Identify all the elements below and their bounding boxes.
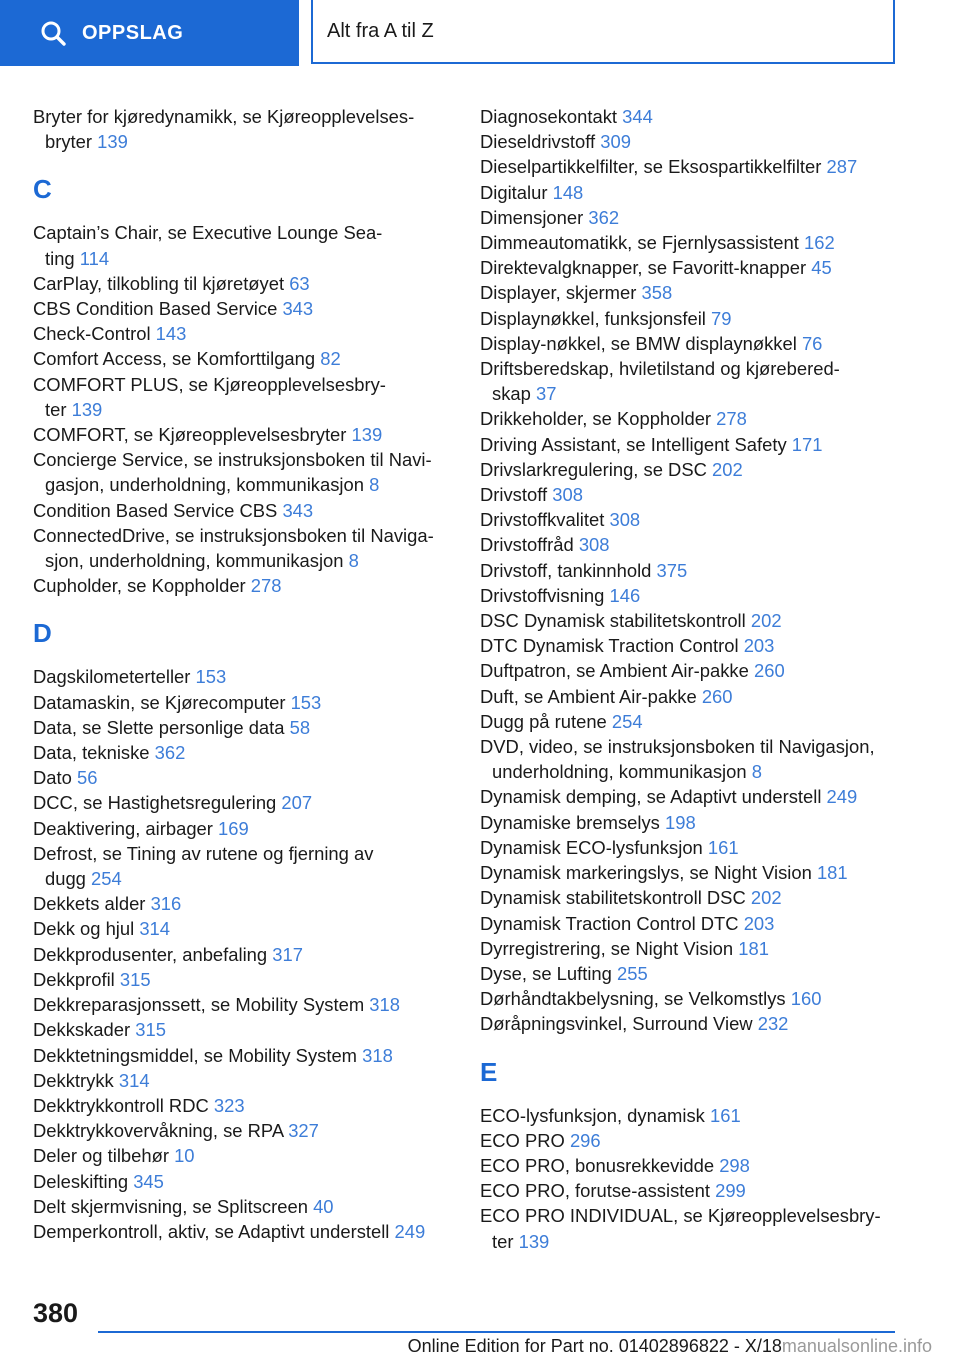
page-reference-link[interactable]: 254	[611, 710, 643, 732]
index-entry-text: Drivstoff, tankinnhold	[480, 559, 652, 581]
index-entry-text: underholdning, kommunikasjon	[492, 761, 747, 783]
page-reference-link[interactable]: 278	[250, 575, 282, 597]
index-entry	[33, 346, 453, 371]
index-entry-text: gasjon, underholdning, kommunikasjon	[45, 474, 364, 496]
page-reference-link[interactable]: 171	[791, 433, 823, 455]
index-entry-text: Dekktrykk	[33, 1069, 114, 1091]
search-tab[interactable]	[0, 0, 299, 66]
index-entry	[33, 1194, 453, 1219]
index-entry-text: Dimmeautomatikk, se Fjernlysassistent	[480, 232, 799, 254]
index-entry	[480, 1153, 900, 1178]
index-entry	[33, 104, 453, 154]
page-reference-link[interactable]: 327	[288, 1120, 319, 1142]
page-reference-link[interactable]: 343	[282, 298, 314, 320]
page-reference-link[interactable]: 198	[665, 811, 696, 833]
page-reference-link[interactable]: 146	[609, 584, 641, 606]
page-reference-link[interactable]: 79	[711, 307, 732, 329]
page-reference-link[interactable]: 161	[709, 1104, 741, 1126]
footer-edition-text: Online Edition for Part no. 01402896822 - X/18	[407, 1336, 782, 1356]
index-column-left	[33, 104, 453, 1244]
page-reference-link[interactable]: 323	[213, 1094, 245, 1116]
page-reference-link[interactable]: 309	[600, 131, 631, 153]
page-reference-link[interactable]: 143	[155, 323, 187, 345]
index-entry	[33, 1068, 453, 1093]
index-entry-text: COMFORT, se Kjøreopplevelsesbryter	[33, 424, 347, 446]
index-entry	[480, 331, 900, 356]
index-entry-text: Dekkskader	[33, 1019, 131, 1041]
index-entry-text: Demperkontroll, aktiv, se Adaptivt understell	[33, 1220, 390, 1242]
section-letter: C	[33, 174, 52, 205]
index-entry-text: Driftsberedskap, hviletilstand og kjørebered-	[480, 358, 840, 380]
page-reference-link[interactable]: 375	[656, 559, 688, 581]
index-entry	[480, 986, 900, 1011]
index-entry-text: sjon, underholdning, kommunikasjon	[45, 550, 344, 572]
page-reference-link[interactable]: 139	[71, 398, 103, 420]
index-entry	[480, 1178, 900, 1203]
index-entry	[480, 406, 900, 431]
page-reference-link[interactable]: 299	[715, 1180, 746, 1202]
page-reference-link[interactable]: 314	[118, 1069, 150, 1091]
index-entry-text: Condition Based Service CBS	[33, 499, 278, 521]
index-entry	[480, 255, 900, 280]
index-entry	[33, 916, 453, 941]
index-entry-text: Drivstoffkvalitet	[480, 509, 605, 531]
index-entry-text: COMFORT PLUS, se Kjøreopplevelsesbry-	[33, 373, 386, 395]
index-entry	[33, 765, 453, 790]
index-entry	[33, 816, 453, 841]
index-entry-text: Dyse, se Lufting	[480, 962, 612, 984]
index-entry-text: Cupholder, se Koppholder	[33, 575, 246, 597]
index-entry-text: Displayer, skjermer	[480, 282, 637, 304]
index-entry-text: ECO PRO INDIVIDUAL, se Kjøreopplevelsesbry-	[480, 1205, 881, 1227]
index-entry	[480, 1103, 900, 1128]
index-entry	[480, 734, 900, 784]
page-reference-link[interactable]: 40	[313, 1195, 334, 1217]
index-entry-text: Dekkprofil	[33, 968, 115, 990]
footer-divider	[98, 1331, 895, 1333]
index-entry	[33, 1143, 453, 1168]
index-entry-text: skap	[492, 383, 531, 405]
index-entry	[480, 532, 900, 557]
page-reference-link[interactable]: 161	[707, 836, 739, 858]
index-entry	[480, 784, 900, 809]
index-entry-text: Dynamisk markeringslys, se Night Vision	[480, 862, 812, 884]
page-header	[0, 0, 960, 66]
index-entry	[33, 992, 453, 1017]
index-entry-text: Duft, se Ambient Air-pakke	[480, 685, 697, 707]
page-reference-link[interactable]: 139	[518, 1230, 550, 1252]
index-entry	[33, 1169, 453, 1194]
index-entry-text: Dieselpartikkelfilter, se Eksospartikkelfilter	[480, 156, 822, 178]
index-entry	[480, 608, 900, 633]
index-entry-text: Dekktetningsmiddel, se Mobility System	[33, 1044, 358, 1066]
index-entry-text: Data, tekniske	[33, 742, 150, 764]
index-entry	[480, 129, 900, 154]
index-entry	[480, 936, 900, 961]
page-reference-link[interactable]: 345	[133, 1170, 164, 1192]
index-entry	[480, 457, 900, 482]
index-column-right	[480, 104, 900, 1254]
page-reference-link[interactable]: 298	[719, 1154, 750, 1176]
page-reference-link[interactable]: 37	[535, 383, 557, 405]
index-entry	[33, 1219, 453, 1244]
page-reference-link[interactable]: 202	[750, 610, 782, 632]
page-reference-link[interactable]: 255	[617, 962, 648, 984]
page-reference-link[interactable]: 308	[609, 509, 641, 531]
index-entry	[480, 558, 900, 583]
index-entry-text: ECO PRO	[480, 1129, 565, 1151]
section-tab[interactable]	[311, 0, 895, 64]
index-entry-text: Dyrregistrering, se Night Vision	[480, 937, 734, 959]
index-entry	[33, 271, 453, 296]
page-reference-link[interactable]: 343	[282, 499, 314, 521]
page-reference-link[interactable]: 315	[119, 968, 151, 990]
page-reference-link[interactable]: 296	[569, 1129, 601, 1151]
index-entry-text: ECO PRO, forutse-assistent	[480, 1180, 710, 1202]
index-entry-text: Dynamiske bremselys	[480, 811, 660, 833]
index-entry	[33, 942, 453, 967]
page-reference-link[interactable]: 315	[135, 1019, 166, 1041]
page-reference-link[interactable]: 314	[139, 918, 171, 940]
index-entry	[33, 740, 453, 765]
page-reference-link[interactable]: 254	[91, 868, 122, 890]
footer-edition	[408, 1336, 932, 1357]
page-reference-link[interactable]: 181	[816, 862, 848, 884]
index-entry-text: ting	[45, 247, 75, 269]
index-entry	[33, 790, 453, 815]
index-entry	[480, 810, 900, 835]
index-entry	[480, 230, 900, 255]
index-entry-text: dugg	[45, 868, 86, 890]
page-reference-link[interactable]: 202	[750, 887, 782, 909]
section-tab-label: Alt fra A til Z	[327, 19, 434, 42]
page-reference-link[interactable]: 203	[743, 912, 775, 934]
index-entry-text: Comfort Access, se Komforttilgang	[33, 348, 316, 370]
index-entry-text: Dynamisk ECO-lysfunksjon	[480, 836, 703, 858]
page-number: 380	[33, 1298, 79, 1328]
index-entry	[480, 684, 900, 709]
index-entry	[480, 1203, 900, 1253]
index-entry-text: Drikkeholder, se Koppholder	[480, 408, 712, 430]
index-entry-text: Direktevalgknapper, se Favoritt-knapper	[480, 257, 807, 279]
page-reference-link[interactable]: 58	[289, 716, 311, 738]
index-entry-text: ECO-lysfunksjon, dynamisk	[480, 1104, 705, 1126]
index-entry	[33, 715, 453, 740]
page-reference-link[interactable]: 344	[622, 106, 653, 127]
page-reference-link[interactable]: 232	[757, 1013, 789, 1035]
page-reference-link[interactable]: 153	[290, 691, 322, 713]
page-reference-link[interactable]: 181	[738, 937, 769, 959]
index-entry-text: Digitalur	[480, 181, 548, 203]
index-entry-text: Display-nøkkel, se BMW displaynøkkel	[480, 332, 797, 354]
index-entry-text: Drivstoffråd	[480, 534, 574, 556]
index-entry-text: Dynamisk demping, se Adaptivt understell	[480, 786, 822, 808]
index-entry-text: Bryter for kjøredynamikk, se Kjøreopplevelses-	[33, 106, 415, 127]
page-reference-link[interactable]: 362	[588, 206, 620, 228]
index-entry	[33, 573, 453, 598]
page-reference-link[interactable]: 317	[272, 943, 303, 965]
page-reference-link[interactable]: 160	[790, 988, 822, 1010]
page-reference-link[interactable]: 8	[348, 550, 359, 572]
index-entry-text: Dimensjoner	[480, 206, 584, 228]
index-entry-text: Drivstoffvisning	[480, 584, 605, 606]
index-entry-text: Drivslarkregulering, se DSC	[480, 458, 707, 480]
index-entry	[480, 658, 900, 683]
section-letter: E	[480, 1056, 498, 1087]
index-entry	[480, 1128, 900, 1153]
index-entry	[33, 690, 453, 715]
page-reference-link[interactable]: 82	[320, 348, 341, 370]
index-entry	[480, 583, 900, 608]
index-entry	[480, 280, 900, 305]
index-entry	[33, 372, 453, 422]
index-entry-text: DVD, video, se instruksjonsboken til Navigasjon,	[480, 736, 875, 758]
index-entry-text: Dekktrykkontroll RDC	[33, 1094, 209, 1116]
page-reference-link[interactable]: 10	[174, 1145, 195, 1167]
page-reference-link[interactable]: 278	[716, 408, 747, 430]
index-entry	[480, 961, 900, 986]
page-reference-link[interactable]: 169	[218, 817, 249, 839]
page-reference-link[interactable]: 358	[641, 282, 673, 304]
page-reference-link[interactable]: 308	[578, 534, 610, 556]
index-entry-text: DTC Dynamisk Traction Control	[480, 635, 739, 657]
index-entry	[480, 180, 900, 205]
page-reference-link[interactable]: 308	[552, 484, 583, 506]
index-entry	[33, 891, 453, 916]
page-reference-link[interactable]: 203	[743, 635, 775, 657]
page-reference-link[interactable]: 56	[76, 767, 98, 789]
index-entry	[33, 1017, 453, 1042]
page-reference-link[interactable]: 202	[712, 458, 743, 480]
index-entry-text: Duftpatron, se Ambient Air-pakke	[480, 660, 749, 682]
page-reference-link[interactable]: 76	[801, 332, 823, 354]
page-reference-link[interactable]: 287	[826, 156, 858, 178]
index-entry	[480, 507, 900, 532]
index-entry-text: Datamaskin, se Kjørecomputer	[33, 691, 286, 713]
index-entry	[480, 205, 900, 230]
index-entry	[480, 835, 900, 860]
page-reference-link[interactable]: 207	[281, 792, 313, 814]
index-entry-text: Dieseldrivstoff	[480, 131, 596, 153]
index-entry-text: Deaktivering, airbager	[33, 817, 213, 839]
index-entry-text: Dekk og hjul	[33, 918, 135, 940]
index-entry-text: Drivstoff	[480, 484, 548, 506]
search-tab-label: OPPSLAG	[82, 21, 184, 44]
page-reference-link[interactable]: 45	[811, 257, 832, 279]
page-reference-link[interactable]: 114	[79, 247, 110, 269]
index-entry	[480, 432, 900, 457]
index-entry	[33, 967, 453, 992]
index-entry	[480, 911, 900, 936]
index-entry	[33, 220, 453, 270]
page-reference-link[interactable]: 63	[289, 272, 310, 294]
index-entry	[480, 356, 900, 406]
index-entry	[480, 709, 900, 734]
index-entry	[33, 1093, 453, 1118]
index-entry-text: Diagnosekontakt	[480, 106, 617, 127]
index-entry-text: Døråpningsvinkel, Surround View	[480, 1013, 753, 1035]
index-entry-text: bryter	[45, 131, 93, 153]
index-entry	[480, 482, 900, 507]
index-entry	[480, 306, 900, 331]
section-letter: D	[33, 618, 52, 649]
page-reference-link[interactable]: 316	[150, 893, 182, 915]
index-entry-text: Dynamisk Traction Control DTC	[480, 912, 739, 934]
index-entry-text: Dato	[33, 767, 72, 789]
index-entry	[33, 664, 453, 689]
index-entry-text: Driving Assistant, se Intelligent Safety	[480, 433, 787, 455]
index-entry	[480, 885, 900, 910]
index-entry-text: Concierge Service, se instruksjonsboken til Navi-	[33, 449, 432, 471]
index-entry-text: CBS Condition Based Service	[33, 298, 278, 320]
index-entry-text: Deler og tilbehør	[33, 1145, 169, 1167]
index-entry	[480, 860, 900, 885]
index-entry	[33, 321, 453, 346]
index-entry-text: ConnectedDrive, se instruksjonsboken til Naviga-	[33, 524, 434, 546]
index-entry-text: Dørhåndtakbelysning, se Velkomstlys	[480, 988, 786, 1010]
index-entry-text: Captain’s Chair, se Executive Lounge Sea-	[33, 222, 383, 244]
page-reference-link[interactable]: 362	[154, 742, 186, 764]
index-entry-text: Defrost, se Tining av rutene og fjerning av	[33, 842, 374, 864]
index-entry	[33, 841, 453, 891]
page-reference-link[interactable]: 139	[97, 131, 128, 153]
index-entry-text: ECO PRO, bonusrekkevidde	[480, 1154, 715, 1176]
page-reference-link[interactable]: 8	[369, 474, 380, 496]
page-reference-link[interactable]: 148	[552, 181, 584, 203]
index-entry-text: Dekkets alder	[33, 893, 146, 915]
search-icon	[40, 20, 66, 46]
index-entry	[33, 422, 453, 447]
index-entry-text: Displaynøkkel, funksjonsfeil	[480, 307, 706, 329]
page-reference-link[interactable]: 260	[701, 685, 733, 707]
index-entry	[480, 154, 900, 179]
index-entry	[33, 447, 453, 497]
page-reference-link[interactable]: 318	[369, 994, 400, 1016]
index-entry	[33, 296, 453, 321]
footer-watermark: manualsonline.info	[781, 1336, 932, 1356]
page-reference-link[interactable]: 249	[826, 786, 858, 808]
page-reference-link[interactable]: 260	[753, 660, 785, 682]
index-entry-text: Dekkprodusenter, anbefaling	[33, 943, 268, 965]
page-reference-link[interactable]: 8	[751, 761, 762, 783]
page-reference-link[interactable]: 162	[804, 232, 835, 254]
index-entry-text: ter	[45, 398, 67, 420]
index-entry-text: Dekkreparasjonssett, se Mobility System	[33, 994, 365, 1016]
index-entry-text: Data, se Slette personlige data	[33, 716, 285, 738]
index-entry	[33, 1043, 453, 1068]
index-entry-text: DCC, se Hastighetsregulering	[33, 792, 277, 814]
index-entry-text: CarPlay, tilkobling til kjøretøyet	[33, 272, 285, 294]
page-reference-link[interactable]: 318	[362, 1044, 393, 1066]
page-reference-link[interactable]: 249	[394, 1220, 426, 1242]
index-entry	[480, 104, 900, 129]
index-entry-text: ter	[492, 1230, 514, 1252]
index-entry-text: Dugg på rutene	[480, 710, 607, 732]
index-entry	[33, 523, 453, 573]
index-entry-text: Delt skjermvisning, se Splitscreen	[33, 1195, 308, 1217]
index-entry-text: Dagskilometerteller	[33, 666, 191, 688]
index-entry	[480, 633, 900, 658]
index-entry	[33, 1118, 453, 1143]
index-entry-text: DSC Dynamisk stabilitetskontroll	[480, 610, 746, 632]
index-entry-text: Check-Control	[33, 323, 151, 345]
index-entry-text: Dynamisk stabilitetskontroll DSC	[480, 887, 746, 909]
index-entry-text: Dekktrykkovervåkning, se RPA	[33, 1120, 284, 1142]
index-entry	[480, 1011, 900, 1036]
index-entry	[33, 498, 453, 523]
index-entry-text: Deleskifting	[33, 1170, 129, 1192]
page-reference-link[interactable]: 153	[195, 666, 227, 688]
page-reference-link[interactable]: 139	[351, 424, 383, 446]
